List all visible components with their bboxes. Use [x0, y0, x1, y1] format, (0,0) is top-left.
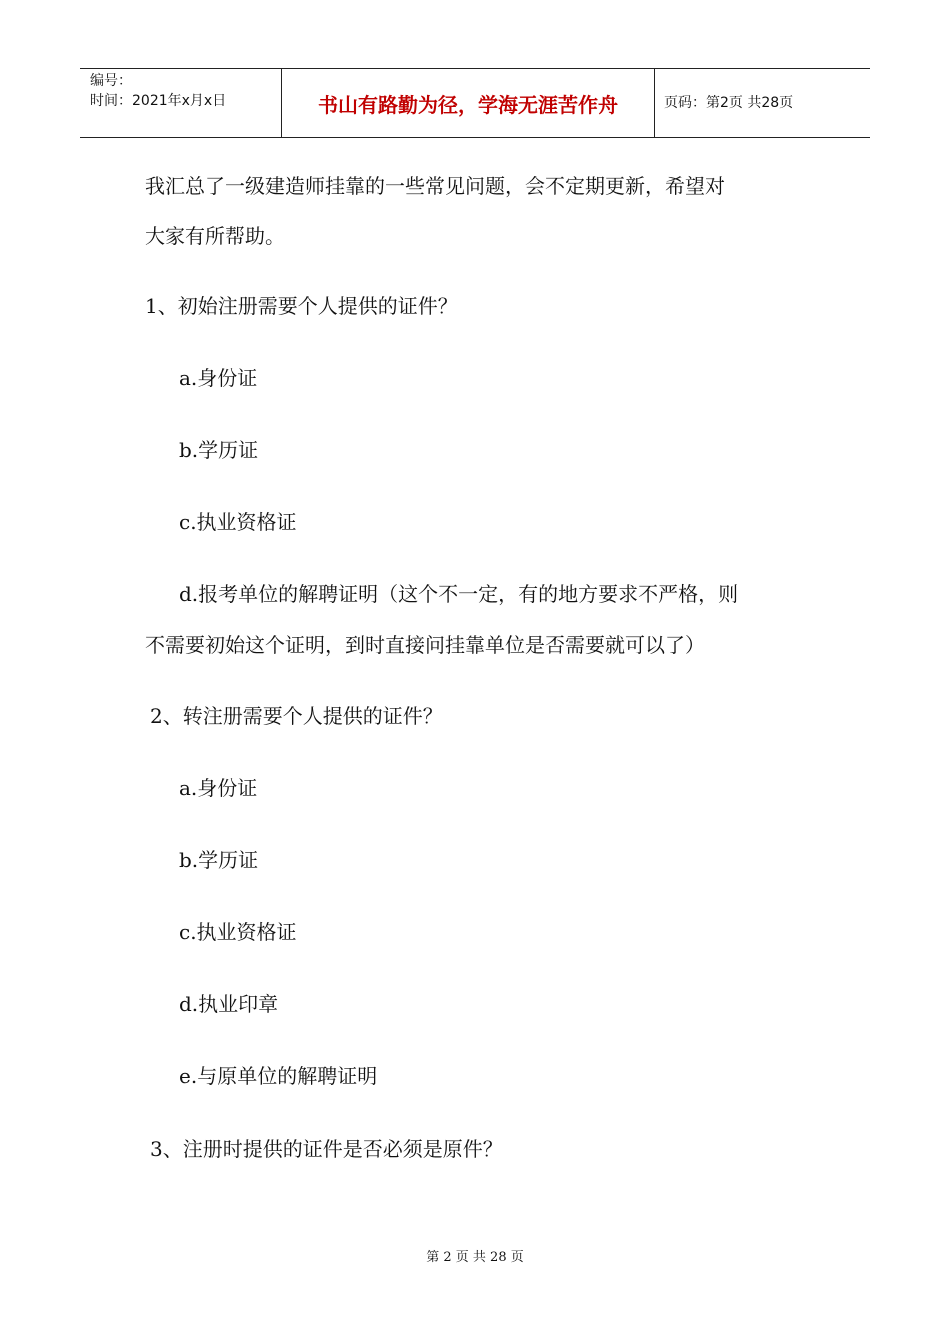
q2-item-b: b.学历证 — [179, 848, 259, 872]
q1-item-a: a.身份证 — [179, 366, 258, 390]
intro-line-2: 大家有所帮助。 — [145, 224, 285, 248]
q2-item-c: c.执业资格证 — [179, 920, 297, 944]
header-page-cell — [654, 69, 870, 137]
q2-item-a: a.身份证 — [179, 776, 258, 800]
document-header — [80, 68, 870, 138]
q1-item-d-line-1: d.报考单位的解聘证明（这个不一定，有的地方要求不严格，则 — [179, 582, 739, 606]
q2-item-e: e.与原单位的解聘证明 — [179, 1064, 378, 1088]
question-1: 1、初始注册需要个人提供的证件？ — [145, 294, 458, 318]
q2-item-d: d.执业印章 — [179, 992, 279, 1016]
q1-item-b: b.学历证 — [179, 438, 259, 462]
header-time-label: 时间：2021年x月x日 — [90, 93, 227, 109]
intro-line-1: 我汇总了一级建造师挂靠的一些常见问题，会不定期更新，希望对 — [145, 174, 725, 198]
q1-item-d-line-2: 不需要初始这个证明，到时直接问挂靠单位是否需要就可以了） — [145, 633, 705, 657]
page-footer: 第 2 页 共 28 页 — [426, 1250, 524, 1265]
header-left-cell — [80, 69, 280, 137]
header-page-info: 页码：第2页 共28页 — [664, 95, 794, 111]
header-number-label: 编号： — [90, 73, 132, 89]
header-motto-cell — [281, 69, 655, 137]
question-2: 2、转注册需要个人提供的证件？ — [150, 704, 443, 728]
header-motto: 书山有路勤为径，学海无涯苦作舟 — [318, 93, 618, 117]
question-3: 3、注册时提供的证件是否必须是原件？ — [150, 1137, 503, 1161]
q1-item-c: c.执业资格证 — [179, 510, 297, 534]
